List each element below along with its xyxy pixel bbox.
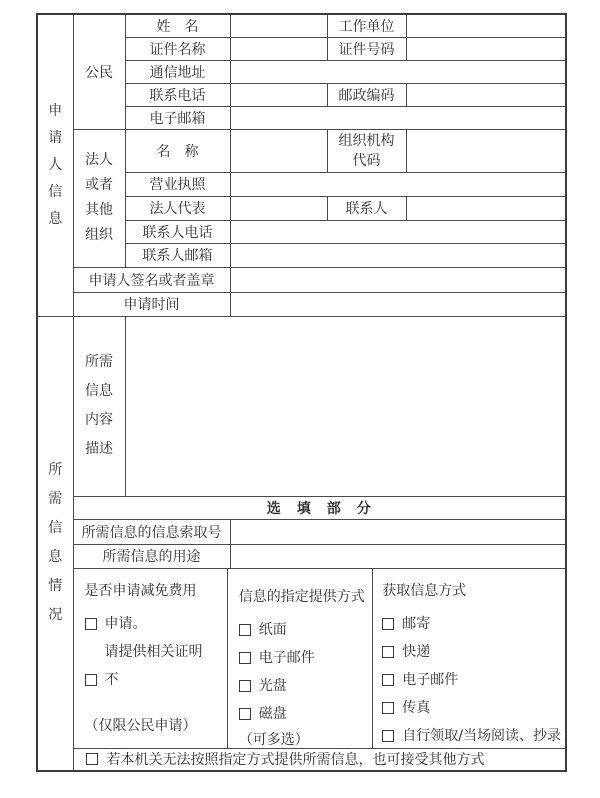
requested-section-vertical-label: 所需信息情况 bbox=[48, 462, 63, 624]
label-org-code: 组织机构代码 bbox=[327, 129, 406, 172]
label-postcode: 邮政编码 bbox=[327, 83, 406, 106]
option-delivery-paper[interactable] bbox=[239, 616, 369, 644]
checkbox-icon[interactable] bbox=[382, 618, 394, 630]
field-contact-phone-value[interactable] bbox=[230, 220, 566, 243]
option-fee-no[interactable] bbox=[85, 666, 223, 694]
field-workunit-value[interactable] bbox=[406, 14, 566, 37]
label-contact-phone: 联系人电话 bbox=[125, 220, 230, 243]
label-org-name: 名 称 bbox=[125, 129, 230, 172]
option-obtain-email[interactable] bbox=[382, 666, 561, 694]
field-contact-email-value[interactable] bbox=[230, 243, 566, 267]
option-fee-apply[interactable] bbox=[85, 610, 223, 638]
checkbox-icon[interactable] bbox=[86, 753, 98, 765]
application-form-page bbox=[36, 13, 567, 772]
option-delivery-email[interactable] bbox=[239, 644, 369, 672]
field-signature-value[interactable] bbox=[230, 267, 566, 292]
label-name: 姓 名 bbox=[125, 14, 230, 37]
fallback-option-row bbox=[73, 748, 566, 771]
label-email: 电子邮箱 bbox=[125, 106, 230, 129]
field-apply-time-value[interactable] bbox=[230, 292, 566, 316]
fee-waiver-column bbox=[74, 569, 227, 748]
field-postcode-value[interactable] bbox=[406, 83, 566, 106]
section-label-requested-info bbox=[37, 316, 73, 771]
option-delivery-cd-label: 光盘 bbox=[258, 677, 287, 694]
obtain-method-column bbox=[373, 569, 565, 748]
option-delivery-paper-label: 纸面 bbox=[258, 621, 287, 638]
option-fee-no-label: 不 bbox=[104, 671, 119, 688]
label-apply-time: 申请时间 bbox=[73, 292, 230, 316]
checkbox-icon[interactable] bbox=[382, 646, 394, 658]
field-name-value[interactable] bbox=[230, 14, 327, 37]
field-id-number-value[interactable] bbox=[406, 37, 566, 60]
citizen-group-text: 公民 bbox=[85, 64, 113, 81]
delivery-method-header: 信息的指定提供方式 bbox=[238, 588, 365, 605]
choice-area bbox=[73, 568, 566, 748]
section-label-applicant-info bbox=[37, 14, 73, 316]
label-contact-email: 联系人邮箱 bbox=[125, 243, 230, 267]
field-email-value[interactable] bbox=[230, 106, 566, 129]
label-purpose: 所需信息的用途 bbox=[73, 544, 230, 568]
group-label-organization bbox=[73, 129, 125, 267]
label-description: 所需信息内容描述 bbox=[73, 316, 125, 496]
label-contact: 联系人 bbox=[327, 196, 406, 220]
delivery-method-column bbox=[227, 569, 374, 748]
field-purpose-value[interactable] bbox=[230, 544, 566, 568]
label-license: 营业执照 bbox=[125, 172, 230, 196]
organization-group-text: 法人或者其他组织 bbox=[85, 152, 113, 243]
checkbox-icon[interactable] bbox=[239, 708, 251, 720]
option-delivery-disk[interactable] bbox=[239, 700, 369, 728]
choice-columns bbox=[74, 569, 566, 748]
field-representative-value[interactable] bbox=[230, 196, 327, 220]
option-obtain-mail-label: 邮寄 bbox=[402, 615, 431, 632]
option-obtain-self-label: 自行领取/当场阅读、抄录 bbox=[402, 727, 561, 744]
checkbox-icon[interactable] bbox=[239, 624, 251, 636]
option-delivery-email-label: 电子邮件 bbox=[258, 649, 315, 666]
option-fallback[interactable] bbox=[74, 749, 566, 769]
label-workunit: 工作单位 bbox=[327, 14, 406, 37]
fee-apply-note: 请提供相关证明 bbox=[104, 643, 203, 660]
field-contact-value[interactable] bbox=[406, 196, 566, 220]
field-description-value[interactable] bbox=[125, 316, 566, 496]
checkbox-icon[interactable] bbox=[85, 618, 97, 630]
fallback-note-label: 若本机关无法按照指定方式提供所需信息，也可接受其他方式 bbox=[106, 752, 485, 769]
field-org-code-value[interactable] bbox=[406, 129, 566, 172]
field-id-type-value[interactable] bbox=[230, 37, 327, 60]
option-obtain-email-label: 电子邮件 bbox=[402, 671, 459, 688]
option-obtain-express[interactable] bbox=[382, 638, 561, 666]
label-signature: 申请人签名或者盖章 bbox=[73, 267, 230, 292]
label-representative: 法人代表 bbox=[125, 196, 230, 220]
optional-section-header: 选 填 部 分 bbox=[73, 496, 566, 519]
label-index-number: 所需信息的信息索取号 bbox=[73, 519, 230, 544]
field-address-value[interactable] bbox=[230, 60, 566, 83]
applicant-section-vertical-label: 申请人信息 bbox=[48, 102, 63, 227]
option-delivery-cd[interactable] bbox=[239, 672, 369, 700]
option-obtain-self[interactable] bbox=[382, 722, 561, 749]
checkbox-icon[interactable] bbox=[382, 730, 394, 742]
application-form-table bbox=[36, 13, 567, 772]
field-phone-value[interactable] bbox=[230, 83, 327, 106]
checkbox-icon[interactable] bbox=[239, 652, 251, 664]
label-phone: 联系电话 bbox=[125, 83, 230, 106]
field-license-value[interactable] bbox=[230, 172, 566, 196]
label-id-number: 证件号码 bbox=[327, 37, 406, 60]
obtain-method-header: 获取信息方式 bbox=[382, 582, 467, 599]
option-obtain-express-label: 快递 bbox=[402, 643, 431, 660]
option-obtain-fax-label: 传真 bbox=[402, 699, 431, 716]
label-address: 通信地址 bbox=[125, 60, 230, 83]
fee-waiver-footer: （仅限公民申请） bbox=[84, 717, 197, 734]
option-obtain-fax[interactable] bbox=[382, 694, 561, 722]
checkbox-icon[interactable] bbox=[85, 674, 97, 686]
option-obtain-mail[interactable] bbox=[382, 610, 561, 638]
checkbox-icon[interactable] bbox=[239, 680, 251, 692]
label-id-type: 证件名称 bbox=[125, 37, 230, 60]
delivery-method-footer: （可多选） bbox=[238, 731, 309, 748]
checkbox-icon[interactable] bbox=[382, 702, 394, 714]
option-fee-apply-label: 申请。 bbox=[104, 615, 147, 632]
fee-waiver-header: 是否申请减免费用 bbox=[84, 582, 197, 599]
field-org-name-value[interactable] bbox=[230, 129, 327, 172]
group-label-citizen bbox=[73, 14, 125, 129]
option-delivery-disk-label: 磁盘 bbox=[258, 705, 287, 722]
checkbox-icon[interactable] bbox=[382, 674, 394, 686]
field-index-number-value[interactable] bbox=[230, 519, 566, 544]
